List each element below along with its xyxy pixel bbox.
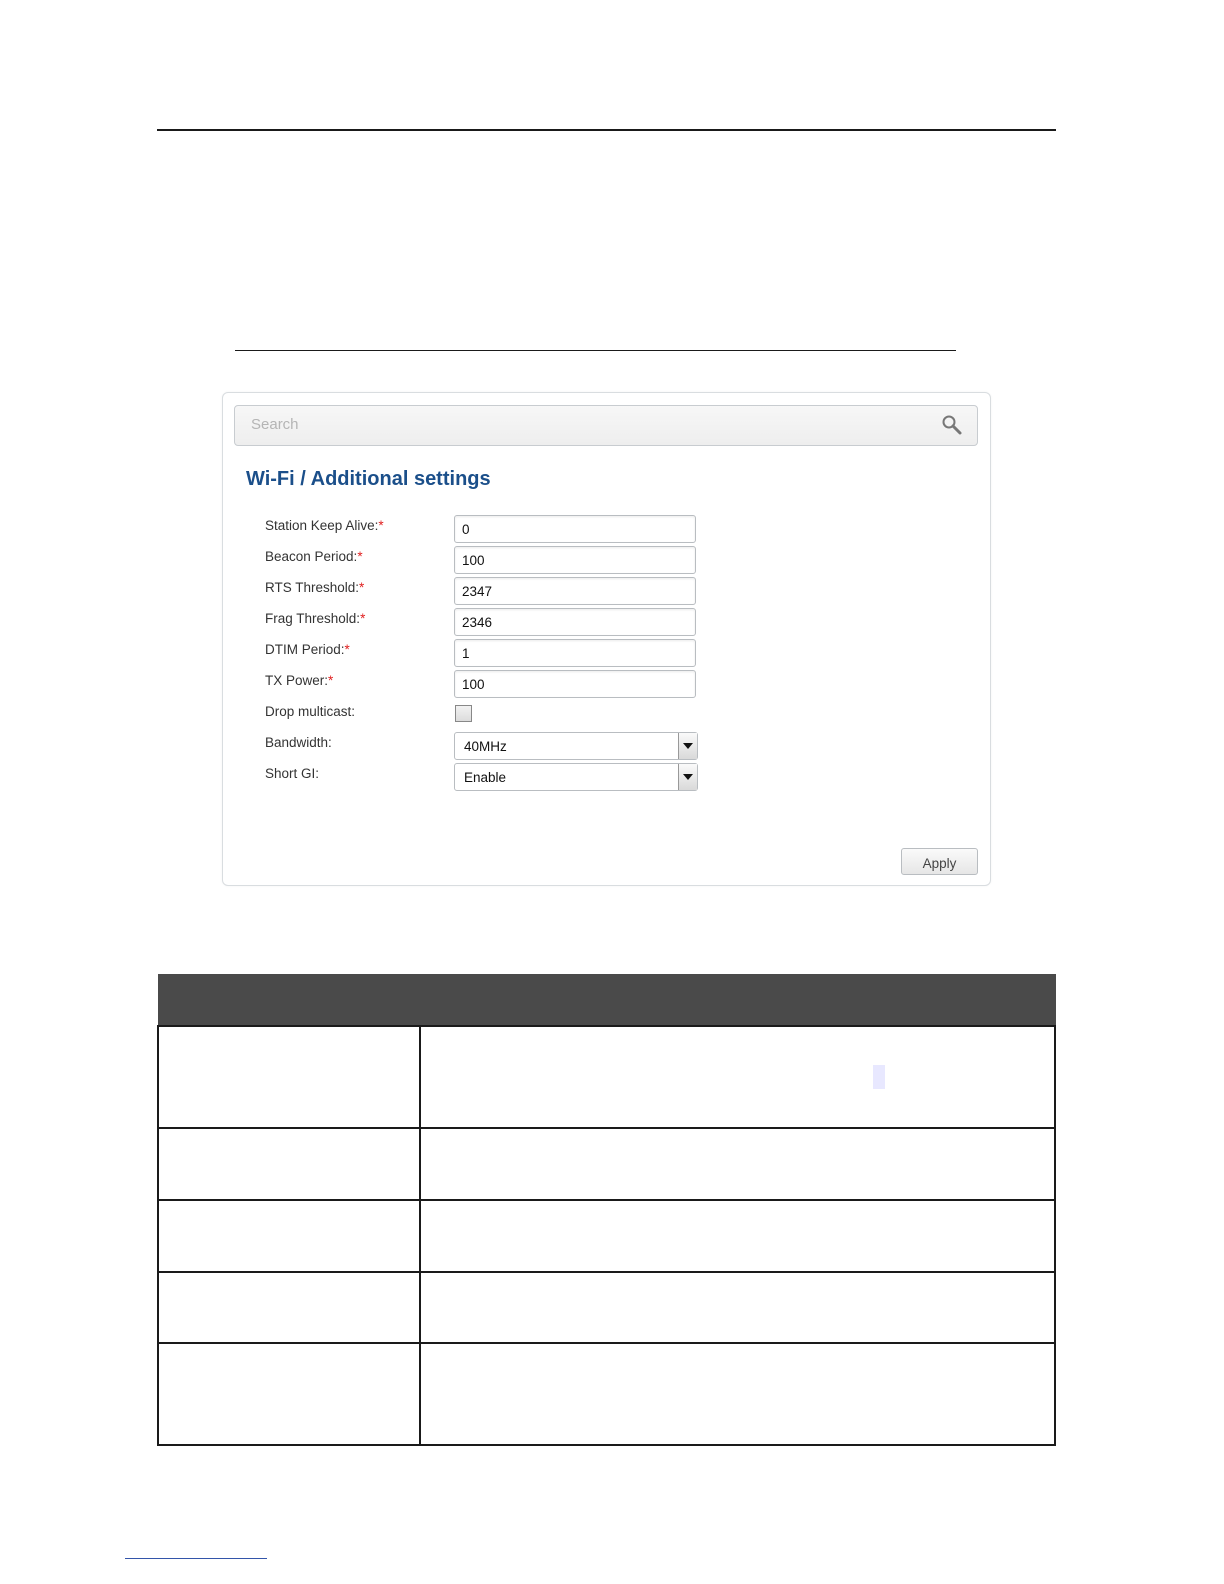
table-header-row [158,975,1055,1027]
chevron-down-icon[interactable] [678,764,697,790]
bandwidth-select[interactable] [454,732,698,760]
table-cell [420,1200,1055,1272]
table-cell [158,1026,420,1128]
rts-threshold-label: RTS Threshold:* [265,580,365,595]
top-divider [157,129,1056,131]
section-divider [235,350,956,351]
bandwidth-value: 40MHz [464,739,507,754]
frag-threshold-input[interactable]: 2346 [454,608,696,636]
table-row [158,1128,1055,1200]
tx-power-label: TX Power:* [265,673,334,688]
station-keep-alive-label: Station Keep Alive:* [265,518,384,533]
page-title: Wi-Fi / Additional settings [246,468,491,490]
search-input[interactable] [235,406,941,443]
table-row [158,1343,1055,1445]
beacon-period-input[interactable]: 100 [454,546,696,574]
dtim-period-input[interactable]: 1 [454,639,696,667]
table-cell [158,1200,420,1272]
search-bar[interactable] [234,405,978,446]
drop-multicast-label: Drop multicast: [265,704,356,719]
table-header-cell [158,975,420,1027]
parameter-table [157,974,1056,1446]
frag-threshold-label: Frag Threshold:* [265,611,366,626]
short-gi-label: Short GI: [265,766,320,781]
apply-button[interactable]: Apply [901,848,978,875]
dtim-period-label: DTIM Period:* [265,642,350,657]
settings-panel [222,392,991,886]
table-cell [420,1272,1055,1343]
bandwidth-label: Bandwidth: [265,735,332,750]
table-cell [158,1343,420,1445]
chevron-down-icon[interactable] [678,733,697,759]
table-cell [158,1272,420,1343]
table-header-cell [420,975,1055,1027]
tx-power-input[interactable]: 100 [454,670,696,698]
table-cell [420,1128,1055,1200]
beacon-period-label: Beacon Period:* [265,549,363,564]
short-gi-value: Enable [464,770,507,785]
table-row [158,1272,1055,1343]
drop-multicast-checkbox[interactable] [455,705,472,722]
table-cell [420,1026,1055,1128]
text-cursor-highlight [873,1065,885,1089]
short-gi-select[interactable] [454,763,698,791]
footer-link-underline [125,1558,267,1559]
table-row [158,1200,1055,1272]
station-keep-alive-input[interactable]: 0 [454,515,696,543]
search-icon[interactable] [941,414,963,436]
table-cell [158,1128,420,1200]
rts-threshold-input[interactable]: 2347 [454,577,696,605]
table-row [158,1026,1055,1128]
table-cell [420,1343,1055,1445]
